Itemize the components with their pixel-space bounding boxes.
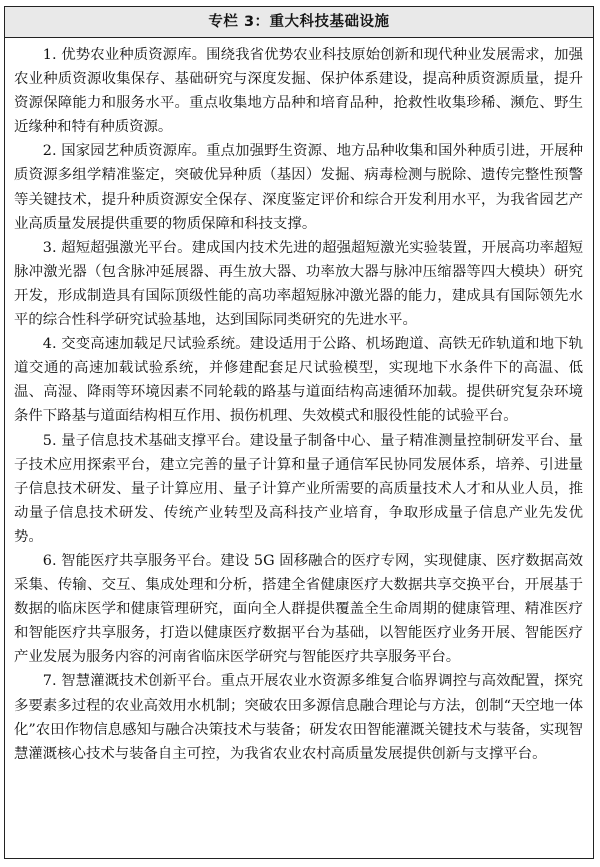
- column-content: [5, 38, 593, 766]
- item-horticulture-germplasm-bank: 2. 国家园艺种质资源库。重点加强野生资源、地方品种收集和国外种质引进，开展种质资源多组学精准鉴定，突破优异种质（基因）发掘、病毒检测与脱除、遗传完整性预警等关键技术，提升种质资源安全保存、深度鉴定评价和综合开发利用水平，为我省园艺产业高质量发展提供重要的物质保障和科技支撑。: [14, 143, 583, 232]
- item-ultrafast-laser-platform: 3. 超短超强激光平台。建成国内技术先进的超强超短激光实验装置，开展高功率超短脉冲激光器（包含脉冲延展器、再生放大器、功率放大器与脉冲压缩器等四大模块）研究开发，形成制造具有国际顶级性能的高功率超短脉冲激光器的能力，建成具有国际领先水平的综合性科学研究试验基地，达到国际同类研究的先进水平。: [14, 239, 583, 329]
- item-full-scale-loading-system: 4. 交变高速加载足尺试验系统。建设适用于公路、机场跑道、高铁无砟轨道和地下轨道交通的高速加载试验系统，并修建配套足尺试验模型，实现地下水条件下的高温、低温、高湿、降雨等环境因素不同轮载的路基与道面结构高速循环加载。提供研究复杂环境条件下路基与道面结构相互作用、损伤机理、失效模式和服役性能的试验平台。: [14, 336, 583, 425]
- item-smart-medical-platform: 6. 智能医疗共享服务平台。建设 5G 固移融合的医疗专网，实现健康、医疗数据高效采集、传输、交互、集成处理和分析，搭建全省健康医疗大数据共享交换平台，开展基于数据的临床医学和健康管理研究，面向全人群提供覆盖全生命周期的健康管理、精准医疗和智能医疗共享服务，打造以健康医疗数据平台为基础，以智能医疗业务开展、智能医疗产业发展为服务内容的河南省临床医学研究与智能医疗共享服务平台。: [14, 552, 583, 666]
- column-title: 专栏 3：重大科技基础设施: [5, 7, 593, 38]
- item-agri-germplasm-bank: 1. 优势农业种质资源库。围绕我省优势农业科技原始创新和现代种业发展需求，加强农业种质资源收集保存、基础研究与深度发掘、保护体系建设，提高种质资源质量，提升资源保障能力和服务水平。重点收集地方品种和培育品种，抢救性收集珍稀、濒危、野生近缘种和特有种质资源。: [14, 47, 583, 136]
- column-box: [4, 6, 594, 859]
- item-smart-irrigation-platform: 7. 智慧灌溉技术创新平台。重点开展农业水资源多维复合临界调控与高效配置，探究多要素多过程的农业高效用水机制；突破农田多源信息融合理论与方法，创制“天空地一体化”农田作物信息感知与融合决策技术与装备；研发农田智能灌溉关键技术与装备，实现智慧灌溉核心技术与装备自主可控，为我省农业农村高质量发展提供创新与支撑平台。: [14, 673, 583, 762]
- item-quantum-platform: 5. 量子信息技术基础支撑平台。建设量子制备中心、量子精准测量控制研发平台、量子技术应用探索平台，建立完善的量子计算和量子通信军民协同发展体系，培养、引进量子信息技术研发、量子计算应用、量子计算产业所需要的高质量技术人才和从业人员，推动量子信息技术研发、传统产业转型及高科技产业培育，争取形成量子信息产业先发优势。: [14, 432, 583, 545]
